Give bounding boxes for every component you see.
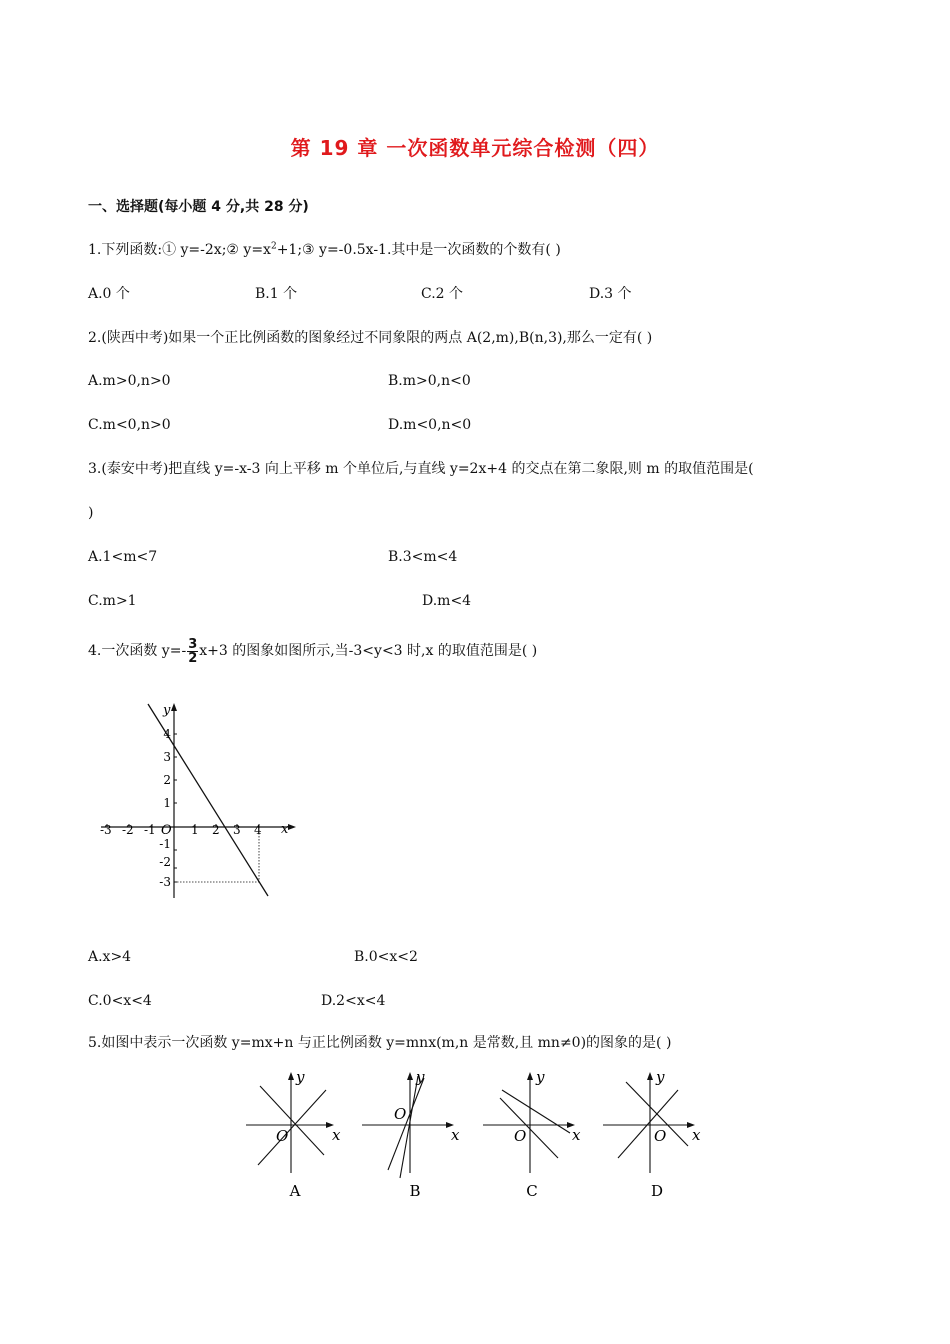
- question-1-stem: 1.下列函数:① y=-2x;② $y=x^2+1;③$ y=-0.5x-1.其中是一次函数的个数有( ): [88, 241, 561, 258]
- question-5-stem: 5.如图中表示一次函数 y=mx+n 与正比例函数 y=mnx(m,n 是常数,且 mn≠0)的图象的是( ): [88, 1035, 672, 1051]
- x-tick-labels: [100, 823, 262, 837]
- fraction: $\frac{3}{2}$: [188, 636, 198, 666]
- y-tick-label: -3: [159, 875, 171, 889]
- q4-option-d[interactable]: D.2<x<4: [321, 993, 386, 1009]
- graph-d-y-label: y: [656, 1068, 665, 1086]
- y-tick-label: 1: [163, 796, 171, 810]
- y-tick-label: -1: [159, 837, 171, 851]
- question-3-stem: 3.(泰安中考)把直线 y=-x-3 向上平移 m 个单位后,与直线 y=2x+4 的交点在第二象限,则 m 的取值范围是(: [88, 461, 754, 477]
- q2-option-a[interactable]: A.m>0,n>0: [88, 373, 171, 389]
- x-tick-label: 2: [212, 823, 220, 837]
- graph-b: [362, 1076, 450, 1178]
- x-axis-label: x: [281, 822, 289, 837]
- graph-a-origin-label: O: [276, 1127, 289, 1145]
- question-3-stem-cont: ): [88, 505, 94, 521]
- origin-label: O: [161, 823, 172, 838]
- graph-c-origin-label: O: [514, 1127, 527, 1145]
- graph-d-label[interactable]: D: [650, 1182, 664, 1200]
- x-tick-label: 1: [191, 823, 199, 837]
- y-tick-label: 4: [163, 727, 171, 741]
- q2-option-c[interactable]: C.m<0,n>0: [88, 417, 171, 433]
- x-tick-label: -2: [122, 823, 134, 837]
- graph-c-label[interactable]: C: [526, 1182, 538, 1200]
- graph-c: [483, 1076, 571, 1173]
- graph-d-origin-label: O: [654, 1127, 667, 1145]
- question-5-graphs: [238, 1068, 708, 1208]
- graph-a: [246, 1076, 330, 1173]
- y-axis-arrow: [171, 703, 177, 711]
- graph-a-y-label: y: [296, 1068, 305, 1086]
- x-tick-label: -1: [144, 823, 156, 837]
- x-axis-arrow: [288, 824, 296, 830]
- q1-option-c[interactable]: C.2 个: [421, 286, 464, 302]
- page-title: 第 19 章 一次函数单元综合检测（四）: [290, 136, 660, 160]
- graph-b-origin-label: O: [394, 1105, 407, 1123]
- y-tick-label: 2: [163, 773, 171, 787]
- q3-option-b[interactable]: B.3<m<4: [388, 549, 458, 565]
- q2-option-b[interactable]: B.m>0,n<0: [388, 373, 471, 389]
- q1-option-b[interactable]: B.1 个: [255, 286, 298, 302]
- y-tick-labels: [159, 727, 171, 889]
- graph-d: [603, 1076, 691, 1173]
- q4-option-b[interactable]: B.0<x<2: [354, 949, 418, 965]
- graph-c-x-label: x: [572, 1126, 581, 1144]
- q1-option-d[interactable]: D.3 个: [589, 286, 632, 302]
- y-tick-label: 3: [163, 750, 171, 764]
- q4-option-a[interactable]: A.x>4: [88, 949, 132, 965]
- graph-d-x-label: x: [692, 1126, 701, 1144]
- question-2-stem: 2.(陕西中考)如果一个正比例函数的图象经过不同象限的两点 A(2,m),B(n,3),那么一定有( ): [88, 330, 653, 346]
- q4-option-c[interactable]: C.0<x<4: [88, 993, 152, 1009]
- graph-a-x-label: x: [332, 1126, 341, 1144]
- section-heading: 一、选择题(每小题 4 分,共 28 分): [88, 199, 309, 215]
- q3-option-d[interactable]: D.m<4: [422, 593, 472, 609]
- x-tick-label: 3: [233, 823, 241, 837]
- x-tick-label: -3: [100, 823, 112, 837]
- question-4-graph: [95, 700, 300, 905]
- graph-a-label[interactable]: A: [289, 1182, 301, 1200]
- question-4-stem: 4.一次函数 y=- $\frac{3}{2}$ x+3 的图象如图所示,当-3<y<3 时,x 的取值范围是( ): [88, 636, 538, 666]
- graph-b-x-label: x: [451, 1126, 460, 1144]
- q3-option-a[interactable]: A.1<m<7: [88, 549, 158, 565]
- y-tick-label: -2: [159, 855, 171, 869]
- q2-option-d[interactable]: D.m<0,n<0: [388, 417, 472, 433]
- x-tick-label: 4: [254, 823, 262, 837]
- graph-b-y-label: y: [416, 1068, 425, 1086]
- y-axis-label: y: [163, 703, 171, 718]
- q1-option-a[interactable]: A.0 个: [88, 286, 130, 302]
- q3-option-c[interactable]: C.m>1: [88, 593, 137, 609]
- graph-c-y-label: y: [536, 1068, 545, 1086]
- graph-b-label[interactable]: B: [409, 1182, 421, 1200]
